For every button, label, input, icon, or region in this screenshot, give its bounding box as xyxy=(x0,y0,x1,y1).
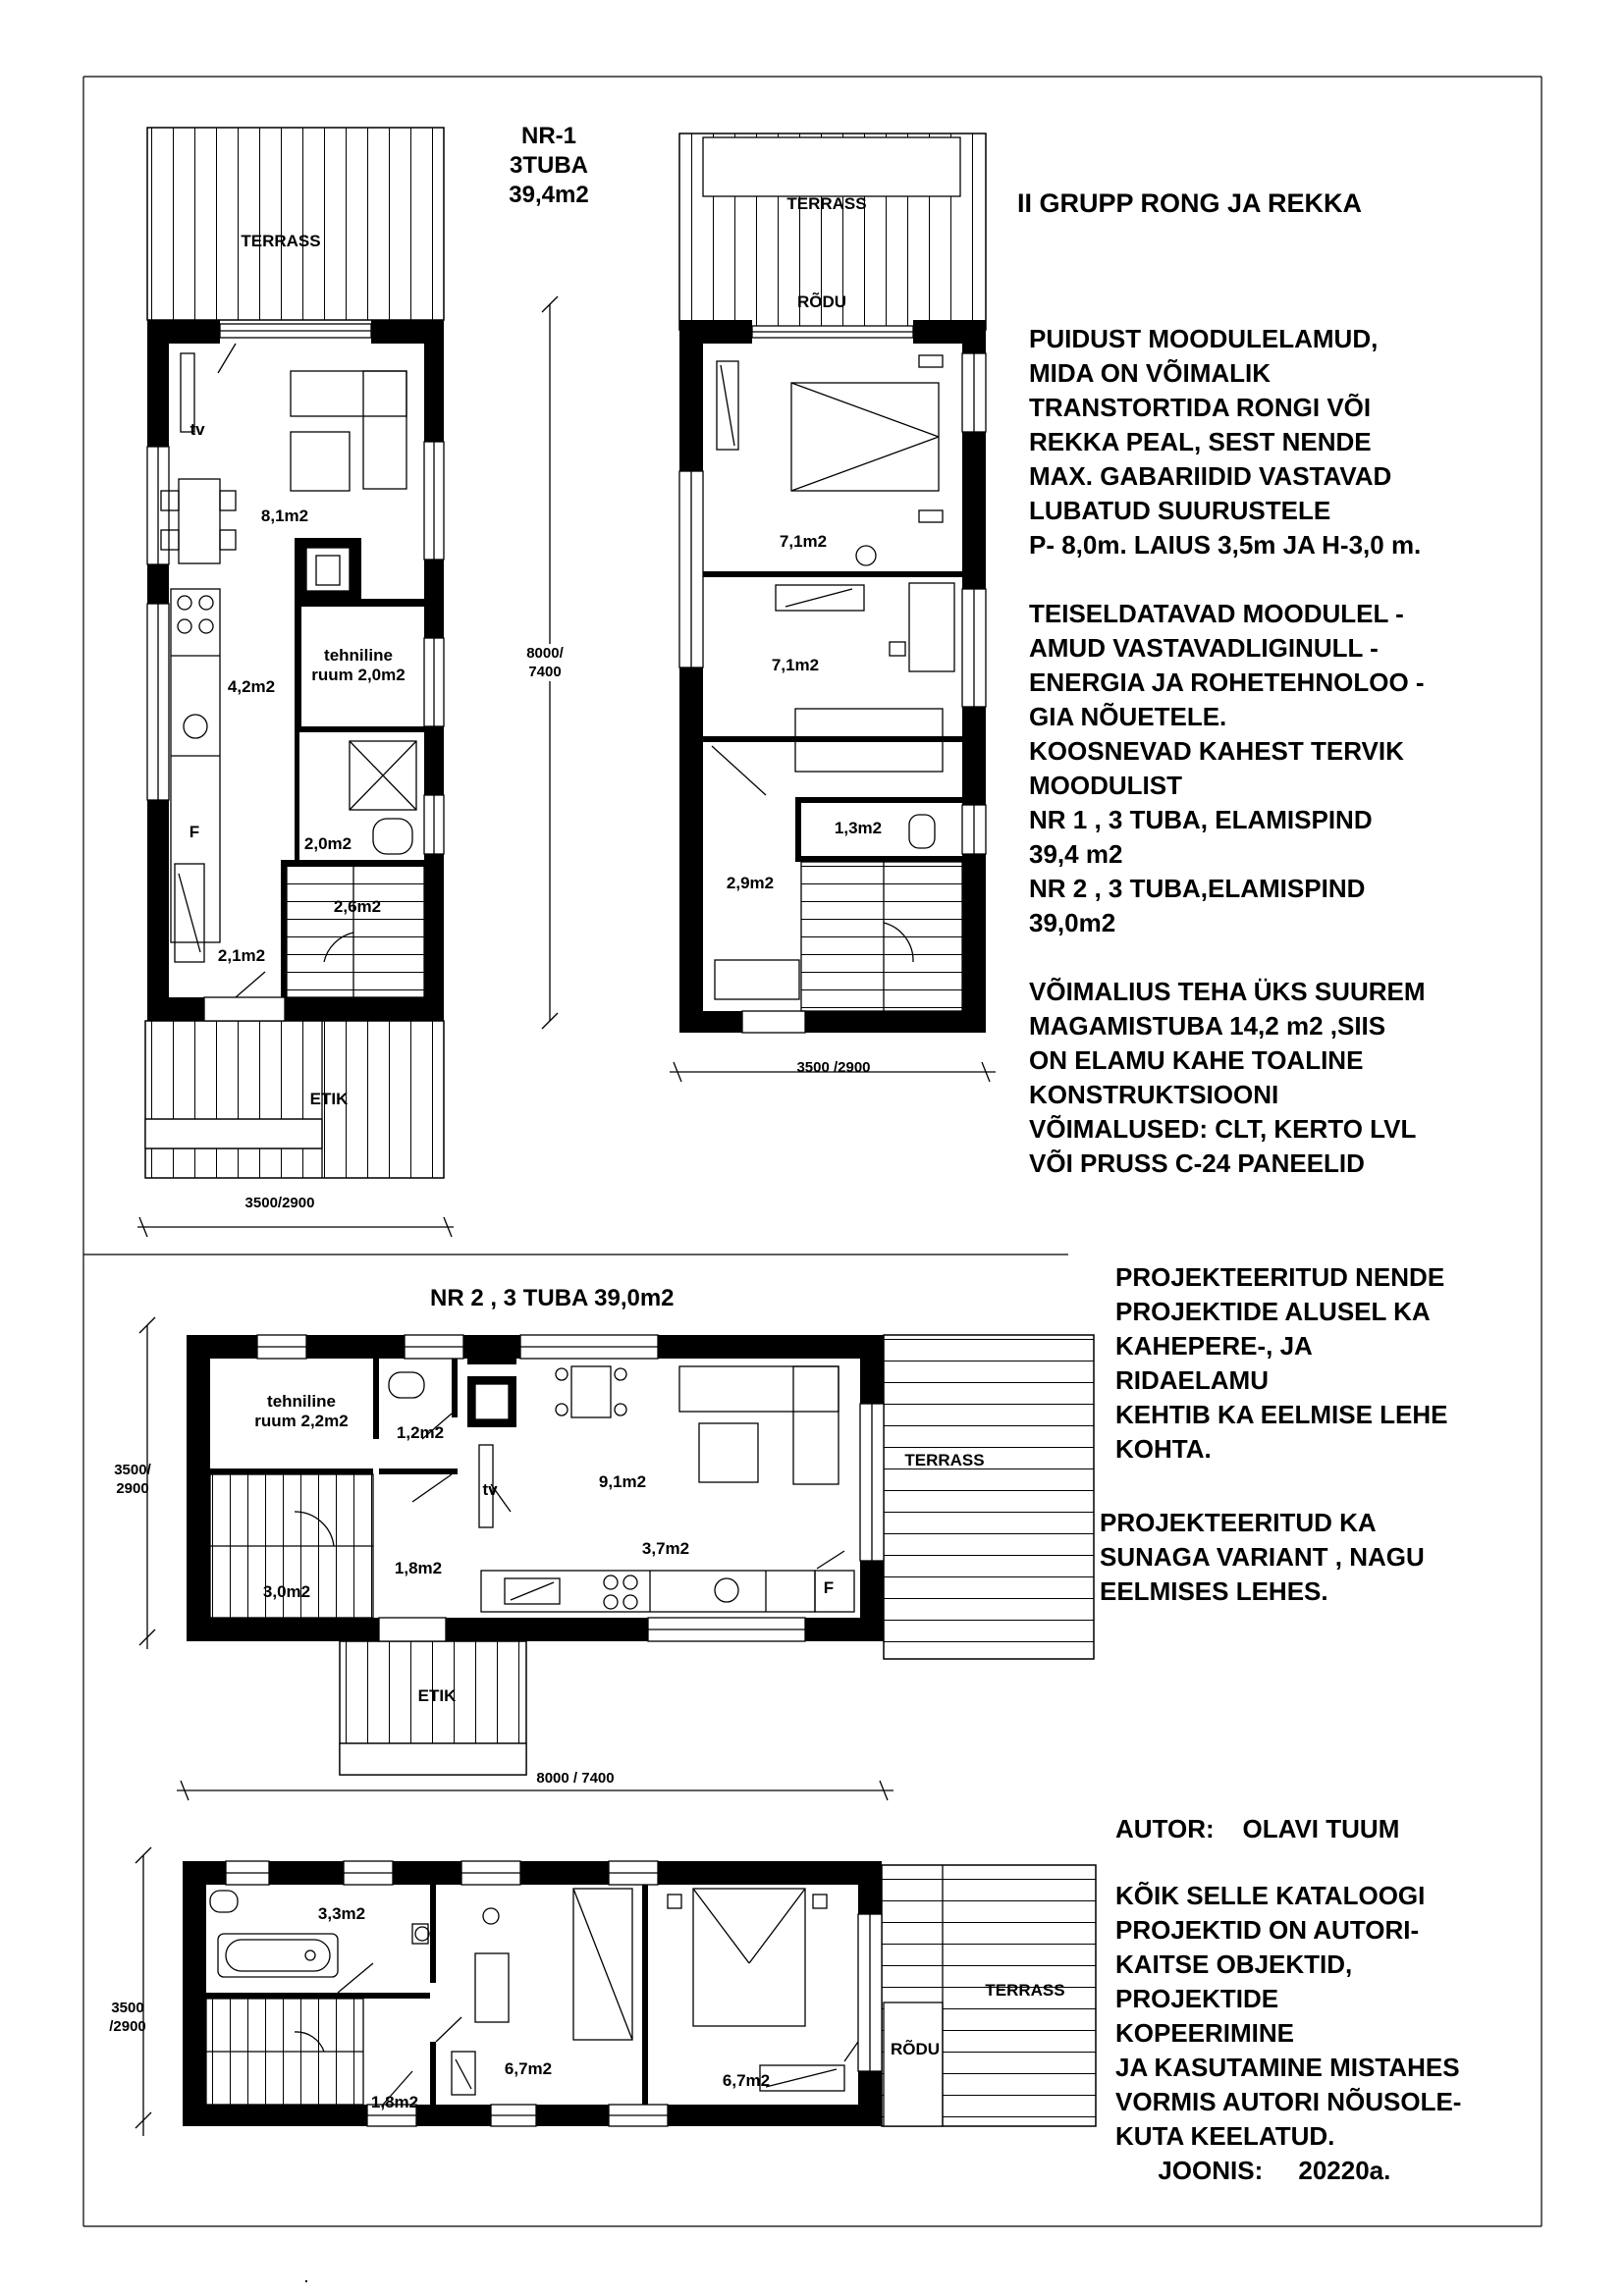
nr1-ground-width-dimension: 3500/2900 xyxy=(244,1195,315,1211)
nr1-ground-porch-label: ETIK xyxy=(309,1090,349,1108)
plan-nr2-ground xyxy=(139,1317,1094,1800)
nr2-ground-living-area: 9,1m2 xyxy=(598,1472,647,1491)
nr1-upper-bedroom2-area: 7,1m2 xyxy=(771,656,820,674)
nr2-upper-bath-area: 3,3m2 xyxy=(317,1904,366,1923)
copyright-notice: KÕIK SELLE KATALOOGI PROJEKTID ON AUTORI- KAITSE OBJEKTID, PROJEKTIDE KOPEERIMINE JA KASUTAMINE MISTAHES VORMIS AUTORI NÕUSOLE- KUTA KEELATUD. JOONIS: 20220a. xyxy=(1115,1881,1462,2185)
nr1-upper-wc-area: 1,3m2 xyxy=(834,819,883,837)
nr2-ground-porch-label: ETIK xyxy=(417,1686,457,1705)
nr2-ground-fridge-label: F xyxy=(823,1578,835,1597)
plan-nr2-upper xyxy=(135,1847,1096,2136)
nr2-ground-wc-area: 1,2m2 xyxy=(396,1423,445,1442)
nr2-upper-balcony-label: RÕDU xyxy=(890,2040,941,2058)
nr2-length-dimension: 8000 / 7400 xyxy=(536,1770,615,1787)
nr1-length-dimension: 8000/ 7400 xyxy=(511,644,579,681)
plan-nr1-upper xyxy=(670,133,996,1082)
nr1-ground-bath-area: 2,0m2 xyxy=(303,834,352,853)
nr2-upper-width-dimension: 3500 /2900 xyxy=(109,2000,146,2035)
nr1-upper-bedroom1-area: 7,1m2 xyxy=(779,532,828,551)
nr1-upper-terrace-label: TERRASS xyxy=(786,194,867,213)
author-line: AUTOR: OLAVI TUUM xyxy=(1115,1814,1400,1843)
nr2-upper-terrace-label: TERRASS xyxy=(985,1981,1065,2000)
nr2-upper-bedroom2-area: 6,7m2 xyxy=(722,2071,771,2090)
note-sauna-variant: PROJEKTEERITUD KA SUNAGA VARIANT , NAGU EELMISES LEHES. xyxy=(1100,1508,1425,1606)
group-heading: II GRUPP RONG JA REKKA xyxy=(1017,188,1363,218)
bottom-mark: . xyxy=(304,2269,308,2285)
nr1-ground-tv-label: tv xyxy=(189,420,205,439)
nr2-upper-hall-area: 1,8m2 xyxy=(370,2093,419,2111)
nr1-ground-technical-room: tehniline ruum 2,0m2 xyxy=(311,646,406,684)
plan-nr2-title: NR 2 , 3 TUBA 39,0m2 xyxy=(430,1285,675,1311)
nr1-ground-fridge-label: F xyxy=(189,823,200,841)
nr2-upper-bedroom1-area: 6,7m2 xyxy=(504,2059,553,2078)
nr1-ground-stairs-area: 2,6m2 xyxy=(333,897,382,916)
nr1-upper-width-dimension: 3500 /2900 xyxy=(796,1059,871,1076)
nr2-ground-stairs-area: 3,0m2 xyxy=(262,1582,311,1601)
nr2-ground-hall-area: 1,8m2 xyxy=(394,1559,443,1577)
nr1-upper-hall-area: 2,9m2 xyxy=(726,874,775,892)
plan-nr1-title: NR-1 3TUBA 39,4m2 xyxy=(509,123,589,208)
description-text: PUIDUST MOODULELAMUD, MIDA ON VÕIMALIK TRANSTORTIDA RONGI VÕI REKKA PEAL, SEST NENDE MAX. GABARIIDID VASTAVAD LUBATUD SUURUSTELE P- 8,0m. LAIUS 3,5m JA H-3,0 m. TEISELDATAVAD MOODULEL - AMUD VASTAVADLIGINULL - ENERGIA JA ROHETEHNOLOO - GIA NÕUETELE. KOOSNEVAD KAHEST TERVIK MOODULIST NR 1 , 3 TUBA, ELAMISPIND 39,4 m2 NR 2 , 3 TUBA,ELAMISPIND 39,0m2 VÕIMALIUS TEHA ÜKS SUUREM MAGAMISTUBA 14,2 m2 ,SIIS ON ELAMU KAHE TOALINE KONSTRUKTSIOONI VÕIMALUSED: CLT, KERTO LVL VÕI PRUSS C-24 PANEELID xyxy=(1029,324,1426,1178)
note-row-house: PROJEKTEERITUD NENDE PROJEKTIDE ALUSEL KA KAHEPERE-, JA RIDAELAMU KEHTIB KA EELMISE LEHE KOHTA. xyxy=(1115,1262,1448,1464)
nr2-ground-tv-label: tv xyxy=(482,1480,498,1499)
nr2-ground-technical-room: tehniline ruum 2,2m2 xyxy=(254,1392,349,1430)
nr1-ground-hall-area: 2,1m2 xyxy=(217,946,266,965)
nr1-ground-kitchen-area: 4,2m2 xyxy=(227,677,276,696)
nr1-upper-balcony-label: RÕDU xyxy=(796,293,847,311)
nr1-ground-living-area: 8,1m2 xyxy=(260,507,309,525)
nr2-ground-terrace-label: TERRASS xyxy=(904,1451,985,1469)
nr1-ground-terrace-label: TERRASS xyxy=(241,232,321,250)
nr2-ground-kitchen-area: 3,7m2 xyxy=(641,1539,690,1558)
nr2-ground-width-dimension: 3500/ 2900 xyxy=(114,1462,151,1497)
